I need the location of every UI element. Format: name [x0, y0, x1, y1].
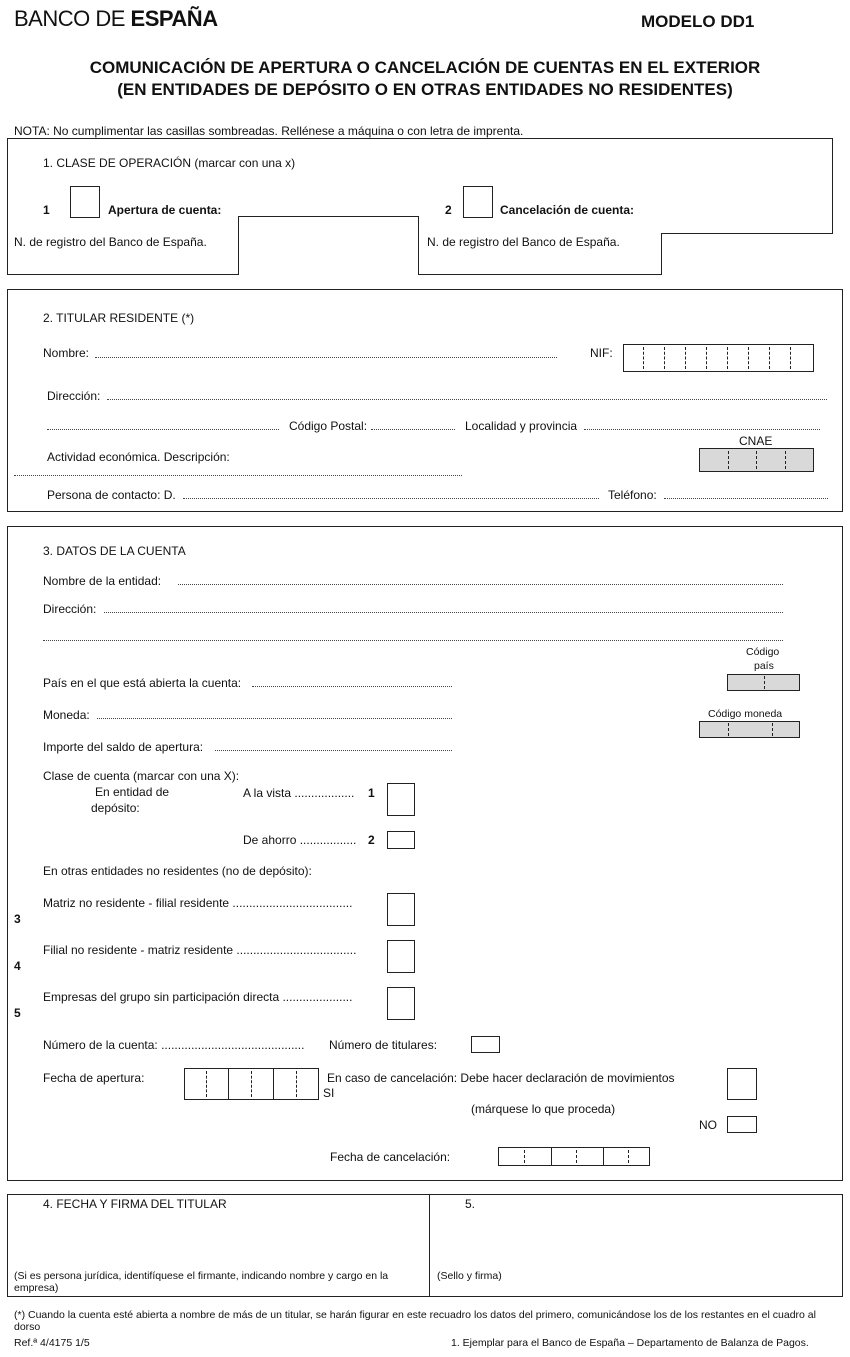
cnae-field: [699, 448, 814, 472]
registry-field-1[interactable]: [238, 216, 419, 275]
section4-title: 4. FECHA Y FIRMA DEL TITULAR: [43, 1197, 227, 1211]
activity-field[interactable]: [14, 475, 462, 476]
group-companies-number: 5: [14, 1006, 21, 1020]
opt1-number: 1: [43, 203, 50, 217]
cancellation-date-label: Fecha de cancelación:: [330, 1150, 451, 1164]
country-field[interactable]: [252, 686, 452, 687]
opening-balance-label: Importe del saldo de apertura:: [43, 740, 204, 754]
contact-field[interactable]: [183, 498, 599, 499]
parent-nonresident-label: Matriz no residente - filial residente ....................................: [43, 896, 353, 910]
phone-field[interactable]: [664, 498, 828, 499]
postal-code-field[interactable]: [371, 429, 455, 430]
currency-field[interactable]: [97, 718, 452, 719]
group-companies-checkbox[interactable]: [387, 987, 415, 1020]
savings-account-label: De ahorro .................: [243, 833, 357, 847]
model-code: MODELO DD1: [641, 12, 755, 31]
address-label: Dirección:: [47, 389, 101, 403]
locality-field[interactable]: [584, 429, 820, 430]
no-label: NO: [699, 1118, 717, 1132]
opening-checkbox[interactable]: [70, 186, 100, 218]
sight-account-number: 1: [368, 786, 375, 800]
activity-label: Actividad económica. Descripción:: [47, 450, 230, 464]
subsidiary-nonresident-checkbox[interactable]: [387, 940, 415, 973]
cancellation-label: Cancelación de cuenta:: [500, 203, 635, 217]
country-code-label-2: país: [754, 660, 774, 672]
parent-nonresident-checkbox[interactable]: [387, 893, 415, 926]
savings-account-checkbox[interactable]: [387, 831, 415, 849]
nif-label: NIF:: [590, 346, 613, 360]
section3-title: 3. DATOS DE LA CUENTA: [43, 544, 186, 558]
address-field-line2[interactable]: [47, 429, 279, 430]
form-note: NOTA: No cumplimentar las casillas sombreadas. Rellénese a máquina o con letra de imprenta.: [14, 124, 524, 138]
section4-note: (Si es persona jurídica, identifíquese el firmante, indicando nombre y cargo en la empresa): [14, 1270, 389, 1294]
registry-label-1: N. de registro del Banco de España.: [14, 235, 207, 249]
entity-name-label: Nombre de la entidad:: [43, 574, 162, 588]
holders-count-field[interactable]: [471, 1036, 500, 1053]
contact-label: Persona de contacto: D.: [47, 488, 176, 502]
section5-title: 5.: [465, 1197, 476, 1211]
opening-label: Apertura de cuenta:: [108, 203, 222, 217]
cnae-label: CNAE: [739, 434, 773, 448]
movements-yes-checkbox[interactable]: [727, 1068, 757, 1100]
footer-note: (*) Cuando la cuenta esté abierta a nombre de más de un titular, se harán figurar en este recuadro los datos del primero, comunicándose los de los restantes en el cuadro al dorso: [14, 1309, 816, 1333]
registry-field-2[interactable]: [661, 233, 833, 275]
deposit-entity-label-1: En entidad de: [95, 785, 170, 799]
group-companies-label: Empresas del grupo sin participación directa .....................: [43, 990, 353, 1004]
entity-address-label: Dirección:: [43, 602, 97, 616]
mark-instruction: (márquese lo que proceda): [471, 1102, 616, 1116]
form-title-line1: COMUNICACIÓN DE APERTURA O CANCELACIÓN DE CUENTAS EN EL EXTERIOR: [89, 58, 761, 77]
savings-account-number: 2: [368, 833, 375, 847]
section5-note: (Sello y firma): [437, 1270, 502, 1282]
subsidiary-nonresident-label: Filial no residente - matriz residente ....................................: [43, 943, 357, 957]
locality-label: Localidad y provincia: [465, 419, 578, 433]
opening-date-field[interactable]: [184, 1068, 319, 1100]
holders-count-label: Número de titulares:: [329, 1038, 438, 1052]
country-label: País en el que está abierta la cuenta:: [43, 676, 242, 690]
sight-account-checkbox[interactable]: [387, 783, 415, 816]
cancellation-checkbox[interactable]: [463, 186, 493, 218]
country-code-field: [727, 674, 800, 691]
opening-balance-field[interactable]: [215, 750, 452, 751]
currency-label: Moneda:: [43, 708, 90, 722]
opt2-number: 2: [445, 203, 452, 217]
form-reference: Ref.ª 4/4175 1/5: [14, 1337, 90, 1349]
subsidiary-nonresident-number: 4: [14, 959, 21, 973]
country-code-label-1: Código: [746, 646, 780, 658]
holder-name-label: Nombre:: [43, 346, 90, 360]
holder-name-field[interactable]: [95, 357, 557, 358]
signature-divider: [429, 1194, 430, 1297]
logo-regular: BANCO DE: [14, 6, 131, 31]
entity-address-field-line2[interactable]: [43, 640, 783, 641]
logo-bold: ESPAÑA: [130, 6, 218, 31]
section1-title: 1. CLASE DE OPERACIÓN (marcar con una x): [43, 156, 296, 170]
currency-code-label: Código moneda: [708, 708, 783, 720]
form-title-line2: (EN ENTIDADES DE DEPÓSITO O EN OTRAS ENTIDADES NO RESIDENTES): [117, 80, 733, 99]
entity-name-field[interactable]: [178, 584, 783, 585]
parent-nonresident-number: 3: [14, 912, 21, 926]
sight-account-label: A la vista ..................: [243, 786, 355, 800]
entity-address-field[interactable]: [104, 612, 783, 613]
deposit-entity-label-2: depósito:: [91, 801, 140, 815]
bank-logo: [14, 6, 218, 32]
phone-label: Teléfono:: [608, 488, 657, 502]
yes-label: SI: [323, 1086, 335, 1100]
account-class-label: Clase de cuenta (marcar con una X):: [43, 769, 240, 783]
registry-label-2: N. de registro del Banco de España.: [427, 235, 620, 249]
movements-no-checkbox[interactable]: [727, 1116, 757, 1133]
currency-code-field: [699, 721, 800, 738]
address-field[interactable]: [107, 399, 827, 400]
account-number-label: Número de la cuenta: ...........................................: [43, 1038, 305, 1052]
copy-note: 1. Ejemplar para el Banco de España – Departamento de Balanza de Pagos.: [451, 1337, 809, 1349]
cancellation-case-label: En caso de cancelación: Debe hacer declaración de movimientos: [327, 1071, 675, 1085]
section2-title: 2. TITULAR RESIDENTE (*): [43, 311, 195, 325]
opening-date-label: Fecha de apertura:: [43, 1071, 145, 1085]
nif-field[interactable]: [623, 344, 814, 372]
cancellation-date-field[interactable]: [498, 1147, 650, 1166]
other-entities-label: En otras entidades no residentes (no de depósito):: [43, 864, 312, 878]
postal-code-label: Código Postal:: [289, 419, 368, 433]
